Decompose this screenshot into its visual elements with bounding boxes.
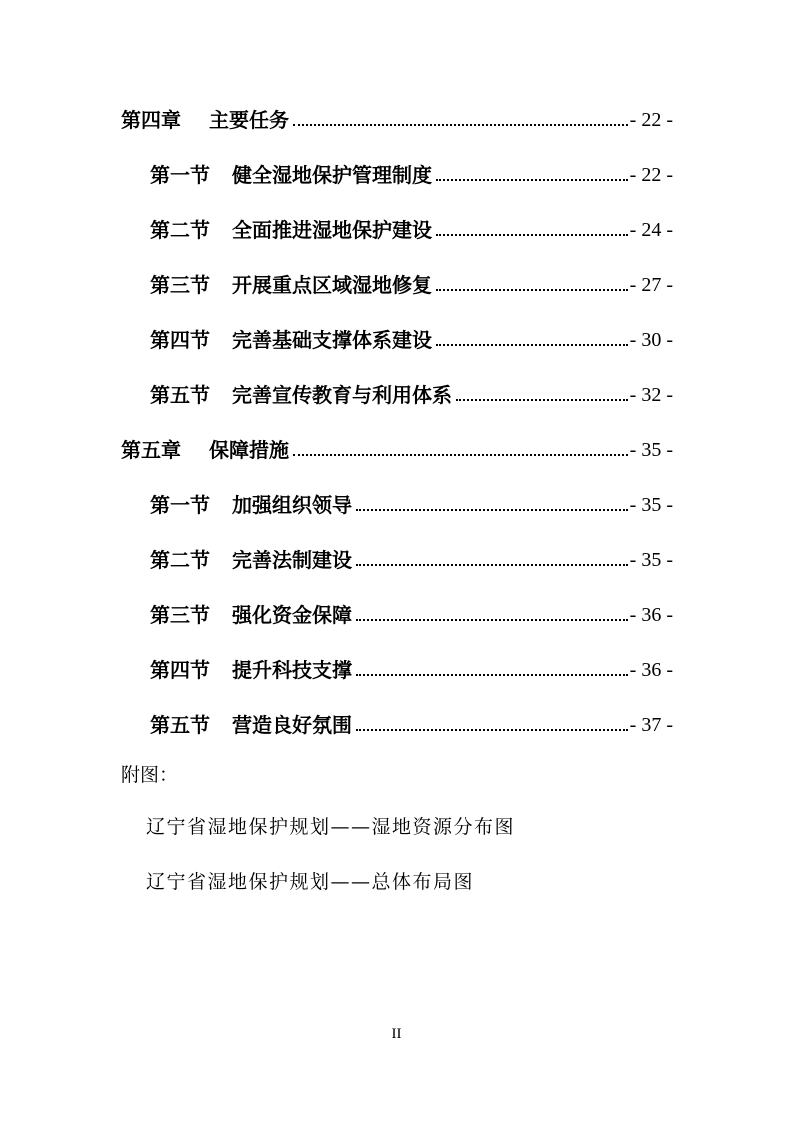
dot-leader — [436, 233, 628, 236]
dot-leader — [356, 508, 628, 511]
dot-leader — [456, 398, 628, 401]
section-title: 完善宣传教育与利用体系 — [232, 383, 452, 407]
section-number: 第二节 — [150, 548, 210, 572]
dot-leader — [293, 453, 628, 456]
toc-section[interactable] — [150, 708, 673, 738]
section-number: 第三节 — [150, 273, 210, 297]
toc-section-label — [150, 657, 352, 683]
page-number: - 37 - — [629, 714, 673, 736]
dot-leader — [436, 288, 628, 291]
section-title: 完善基础支撑体系建设 — [232, 328, 432, 352]
section-number: 第五节 — [150, 383, 210, 407]
section-title: 开展重点区域湿地修复 — [232, 273, 432, 297]
page-number: - 36 - — [629, 604, 673, 626]
section-number: 第一节 — [150, 163, 210, 187]
appendix-title: 附图： — [121, 764, 179, 786]
toc-section-label — [150, 327, 432, 353]
section-title: 全面推进湿地保护建设 — [232, 218, 432, 242]
page-number: - 27 - — [629, 274, 673, 296]
toc-section-label — [150, 162, 432, 188]
toc-chapter-label — [121, 437, 289, 463]
appendix-item[interactable]: 辽宁省湿地保护规划——湿地资源分布图 — [146, 816, 516, 838]
toc-section-label — [150, 547, 352, 573]
toc-section-label — [150, 217, 432, 243]
dot-leader — [356, 673, 628, 676]
footer-page-number: II — [391, 1026, 402, 1042]
page-number: - 35 - — [629, 439, 673, 461]
dot-leader — [356, 618, 628, 621]
page-number: - 35 - — [629, 494, 673, 516]
section-number: 第四节 — [150, 658, 210, 682]
dot-leader — [436, 178, 628, 181]
page-number: - 22 - — [629, 164, 673, 186]
toc-section[interactable] — [150, 158, 673, 188]
dot-leader — [293, 123, 628, 126]
section-number: 第五节 — [150, 713, 210, 737]
page-number: - 30 - — [629, 329, 673, 351]
toc-section-label — [150, 382, 452, 408]
chapter-number: 第四章 — [121, 108, 181, 132]
chapter-title: 主要任务 — [209, 108, 289, 132]
toc-chapter-4[interactable] — [121, 103, 673, 133]
toc-section[interactable] — [150, 488, 673, 518]
dot-leader — [356, 728, 628, 731]
section-title: 提升科技支撑 — [232, 658, 352, 682]
dot-leader — [436, 343, 628, 346]
page-number: - 35 - — [629, 549, 673, 571]
section-title: 健全湿地保护管理制度 — [232, 163, 432, 187]
page-number: - 24 - — [629, 219, 673, 241]
toc-section[interactable] — [150, 323, 673, 353]
chapter-title: 保障措施 — [209, 438, 289, 462]
toc-section[interactable] — [150, 268, 673, 298]
toc-section-label — [150, 272, 432, 298]
toc-section[interactable] — [150, 378, 673, 408]
section-title: 强化资金保障 — [232, 603, 352, 627]
page-number: - 36 - — [629, 659, 673, 681]
section-title: 营造良好氛围 — [232, 713, 352, 737]
toc-chapter-label — [121, 107, 289, 133]
toc-section[interactable] — [150, 653, 673, 683]
toc-section[interactable] — [150, 543, 673, 573]
page-number: - 32 - — [629, 384, 673, 406]
toc-section[interactable] — [150, 598, 673, 628]
section-title: 加强组织领导 — [232, 493, 352, 517]
section-number: 第三节 — [150, 603, 210, 627]
appendix-item[interactable]: 辽宁省湿地保护规划——总体布局图 — [146, 871, 475, 893]
chapter-number: 第五章 — [121, 438, 181, 462]
toc-section-label — [150, 492, 352, 518]
toc-section[interactable] — [150, 213, 673, 243]
section-number: 第一节 — [150, 493, 210, 517]
page-number: - 22 - — [629, 109, 673, 131]
section-title: 完善法制建设 — [232, 548, 352, 572]
section-number: 第四节 — [150, 328, 210, 352]
dot-leader — [356, 563, 628, 566]
toc-chapter-5[interactable] — [121, 433, 673, 463]
toc-section-label — [150, 602, 352, 628]
section-number: 第二节 — [150, 218, 210, 242]
toc-section-label — [150, 712, 352, 738]
